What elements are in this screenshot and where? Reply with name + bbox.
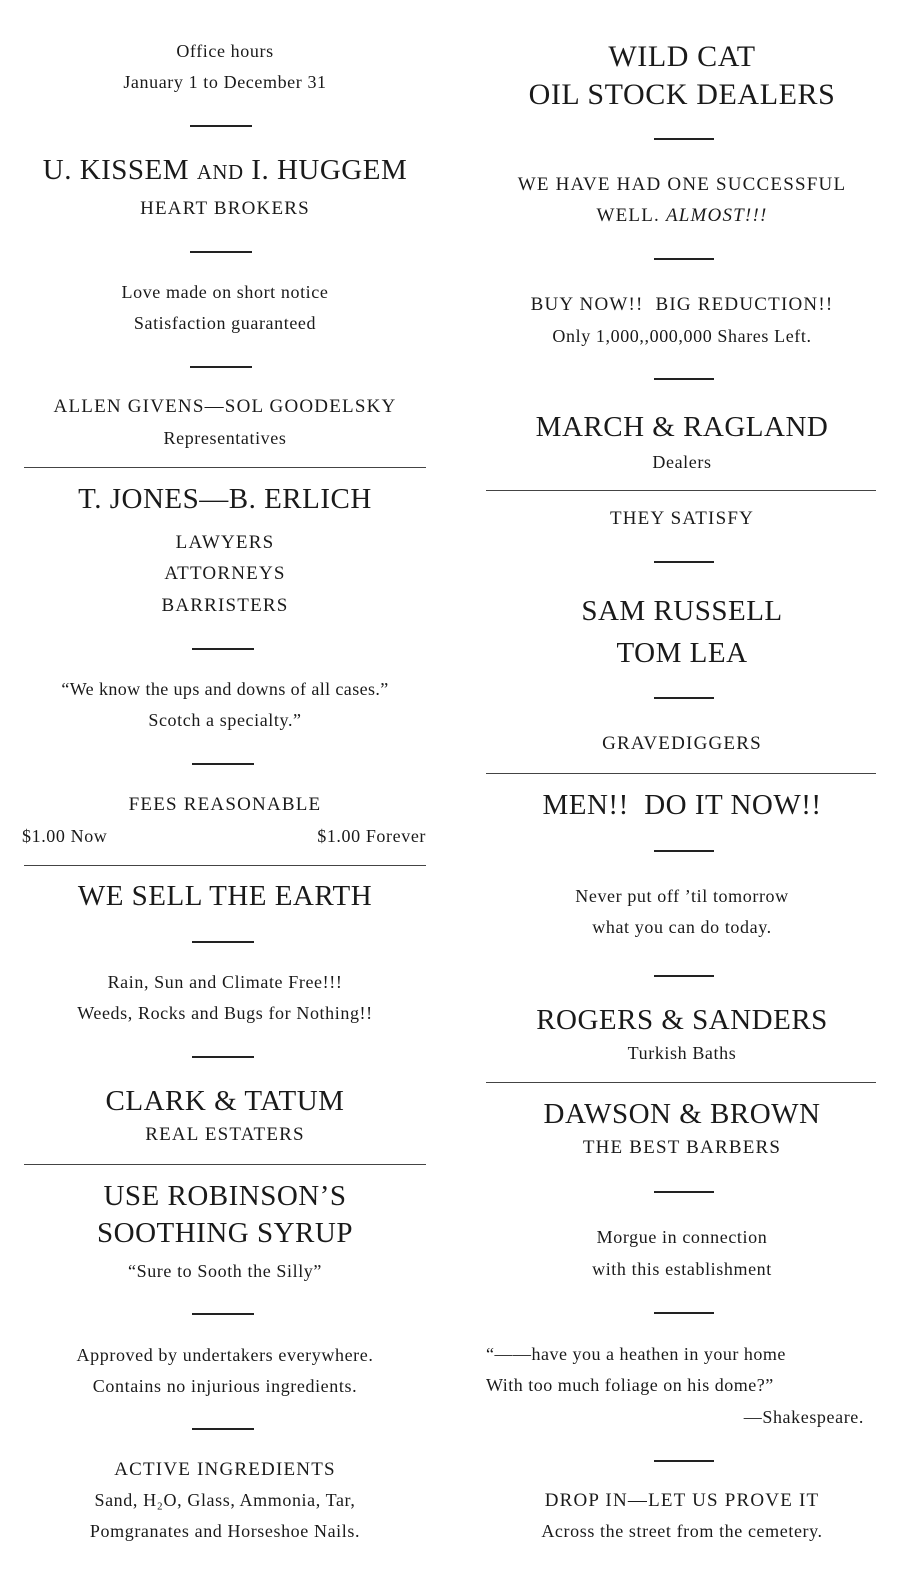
- office-hours-range: January 1 to December 31: [123, 72, 327, 92]
- offer-line2: Weeds, Rocks and Bugs for Nothing!!: [77, 1003, 373, 1023]
- firm-name: MARCH & RAGLAND: [535, 411, 829, 443]
- short-divider: [654, 138, 714, 140]
- short-divider: [654, 1312, 714, 1314]
- short-divider: [192, 1428, 254, 1430]
- short-divider: [654, 975, 714, 977]
- firm-name-part2: I. HUGGEM: [251, 154, 408, 186]
- slogan: THEY SATISFY: [609, 508, 755, 529]
- closing-line2: Across the street from the cemetery.: [541, 1521, 823, 1541]
- role-attorneys: ATTORNEYS: [164, 563, 286, 584]
- slogan: “Sure to Sooth the Silly”: [128, 1261, 322, 1281]
- firm-name-part1: U. KISSEM: [42, 154, 190, 186]
- tagline-line1: Love made on short notice: [121, 282, 329, 302]
- fees-title: FEES REASONABLE: [128, 794, 322, 815]
- firm-name: ROGERS & SANDERS: [536, 1004, 828, 1036]
- representatives-label: Representatives: [163, 428, 287, 448]
- ingredients-line2: Pomgranates and Horseshoe Nails.: [89, 1521, 361, 1541]
- fee-forever: $1.00 Forever: [317, 826, 426, 846]
- firm-name: T. JONES—B. ERLICH: [78, 483, 372, 515]
- short-divider: [654, 561, 714, 563]
- short-divider: [192, 941, 254, 943]
- quote-line1: “We know the ups and downs of all cases.”: [61, 679, 389, 699]
- proverb-line2: what you can do today.: [592, 917, 772, 937]
- short-divider: [654, 697, 714, 699]
- role-barristers: BARRISTERS: [161, 595, 289, 616]
- short-divider: [654, 1191, 714, 1193]
- headline-line1: USE ROBINSON’S: [103, 1180, 347, 1212]
- short-divider: [190, 125, 252, 127]
- short-divider: [654, 258, 714, 260]
- closing-line1: DROP IN—LET US PROVE IT: [544, 1490, 820, 1511]
- short-divider: [654, 378, 714, 380]
- business-title: HEART BROKERS: [140, 198, 310, 219]
- short-divider: [654, 850, 714, 852]
- quote-line2: With too much foliage on his dome?”: [486, 1375, 774, 1395]
- section-rule: [486, 490, 876, 491]
- claim-almost: ALMOST!!!: [665, 205, 768, 226]
- short-divider: [192, 763, 254, 765]
- headline: WE SELL THE EARTH: [77, 880, 373, 912]
- name-line2: TOM LEA: [616, 637, 748, 669]
- section-rule: [24, 1164, 426, 1165]
- quote-line2: Scotch a specialty.”: [148, 710, 302, 730]
- short-divider: [654, 1460, 714, 1462]
- section-rule: [24, 865, 426, 866]
- business-title: Turkish Baths: [627, 1043, 737, 1063]
- business-title: REAL ESTATERS: [145, 1124, 305, 1145]
- section-rule: [24, 467, 426, 468]
- offer-line2: Only 1,000,,000,000 Shares Left.: [552, 326, 812, 346]
- firm-name: [20, 156, 430, 185]
- tagline-line2: Satisfaction guaranteed: [133, 313, 317, 333]
- quote-attribution: —Shakespeare.: [743, 1407, 864, 1427]
- short-divider: [192, 648, 254, 650]
- section-rule: [486, 1082, 876, 1083]
- offer-line1: BUY NOW!! BIG REDUCTION!!: [530, 294, 834, 315]
- ingredients-line1: Sand, H₂O, Glass, Ammonia, Tar,: [94, 1490, 356, 1510]
- headline: MEN!! DO IT NOW!!: [542, 789, 822, 821]
- headline-line2: OIL STOCK DEALERS: [528, 78, 836, 111]
- claim-line1: Approved by undertakers everywhere.: [76, 1345, 374, 1365]
- ingredients-title: ACTIVE INGREDIENTS: [114, 1459, 336, 1480]
- proverb-line1: Never put off ’til tomorrow: [575, 886, 789, 906]
- headline-line1: WILD CAT: [608, 40, 756, 73]
- offer-line1: Rain, Sun and Climate Free!!!: [107, 972, 343, 992]
- name-line1: SAM RUSSELL: [581, 595, 783, 627]
- headline-line2: SOOTHING SYRUP: [97, 1217, 353, 1249]
- short-divider: [190, 366, 252, 368]
- business-title: THE BEST BARBERS: [582, 1137, 782, 1158]
- short-divider: [190, 251, 252, 253]
- fee-now: $1.00 Now: [22, 826, 108, 846]
- claim-line1: WE HAVE HAD ONE SUCCESSFUL: [517, 174, 847, 195]
- short-divider: [192, 1313, 254, 1315]
- business-title: GRAVEDIGGERS: [602, 733, 762, 754]
- note-line1: Morgue in connection: [596, 1227, 768, 1247]
- office-hours-label: Office hours: [176, 41, 274, 61]
- firm-name: CLARK & TATUM: [105, 1085, 345, 1117]
- representatives-names: ALLEN GIVENS—SOL GOODELSKY: [53, 396, 397, 417]
- section-rule: [486, 773, 876, 774]
- role-lawyers: LAWYERS: [175, 532, 275, 553]
- quote-line1: “——have you a heathen in your home: [486, 1344, 786, 1364]
- claim-line2: [486, 206, 878, 225]
- short-divider: [192, 1056, 254, 1058]
- firm-name: DAWSON & BROWN: [543, 1098, 821, 1130]
- claim-line2: Contains no injurious ingredients.: [92, 1376, 358, 1396]
- business-title: Dealers: [652, 452, 712, 472]
- note-line2: with this establishment: [592, 1259, 772, 1279]
- firm-name-and: AND: [196, 160, 244, 184]
- claim-well: WELL.: [596, 205, 660, 226]
